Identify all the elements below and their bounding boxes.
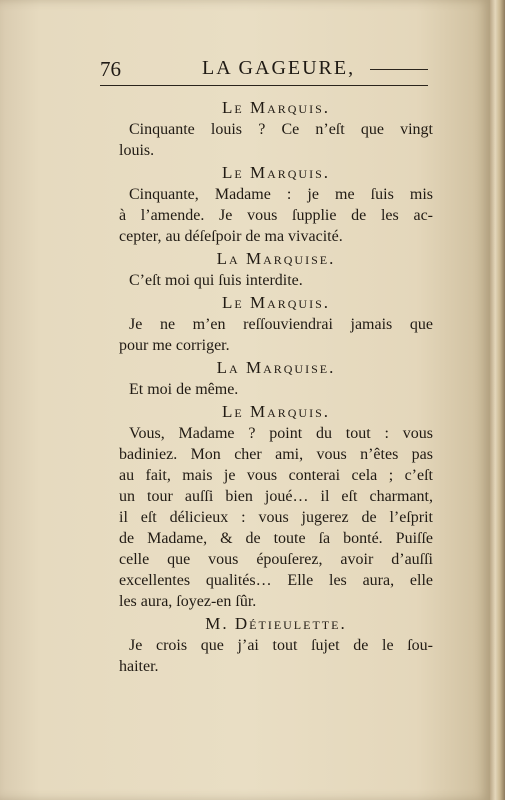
speaker-name: M. Détieulette.	[205, 614, 347, 633]
dialogue-line: louis.	[119, 142, 155, 159]
dialogue-line: Je crois que j’ai tout ſujet de le ſou-	[129, 637, 433, 654]
dialogue-line: au fait, mais je vous conterai cela ; c’eſt	[119, 467, 433, 484]
running-header	[100, 57, 428, 86]
speaker-name: La Marquise.	[216, 249, 336, 268]
dialogue-line: Cinquante louis ? Ce n’eſt que vingt	[129, 121, 433, 138]
dialogue-line: il eſt délicieux : vous jugerez de l’eſprit	[119, 509, 433, 526]
dialogue-line: pour me corriger.	[119, 337, 230, 354]
speaker-name: Le Marquis.	[221, 402, 330, 421]
dialogue-line: un tour auſſi bien joué… il eſt charmant,	[119, 488, 433, 505]
dialogue-line: Cinquante, Madame : je me ſuis mis	[129, 186, 433, 203]
running-title: LA GAGEURE,	[202, 57, 356, 79]
speaker-name: Le Marquis.	[221, 293, 330, 312]
dialogue-line: Et moi de même.	[129, 381, 239, 398]
header-rule	[370, 69, 428, 70]
dialogue-line: C’eſt moi qui ſuis interdite.	[129, 272, 303, 289]
page-edge	[490, 0, 505, 800]
speaker-name: Le Marquis.	[221, 163, 330, 182]
dialogue-line: les aura, ſoyez-en ſûr.	[119, 593, 257, 610]
dialogue-line: de Madame, & de toute ſa bonté. Puiſſe	[119, 530, 433, 547]
dialogue-line: Vous, Madame ? point du tout : vous	[129, 425, 433, 442]
dialogue-line: excellentes qualités… Elle les aura, elle	[119, 572, 433, 589]
speaker-name: Le Marquis.	[221, 98, 330, 117]
dialogue-line: badiniez. Mon cher ami, vous n’êtes pas	[119, 446, 433, 463]
dialogue-line: cepter, au déſeſpoir de ma vivacité.	[119, 228, 343, 245]
speaker-name: La Marquise.	[216, 358, 336, 377]
dialogue-line: à l’amende. Je vous ſupplie de les ac-	[119, 207, 433, 224]
dialogue-line: celle que vous épouſerez, avoir d’auſſi	[119, 551, 433, 568]
dialogue-line: Je ne m’en reſſouviendrai jamais que	[129, 316, 433, 333]
dialogue-line: haiter.	[119, 658, 159, 675]
page-number: 76	[100, 57, 121, 81]
play-text	[119, 96, 433, 677]
